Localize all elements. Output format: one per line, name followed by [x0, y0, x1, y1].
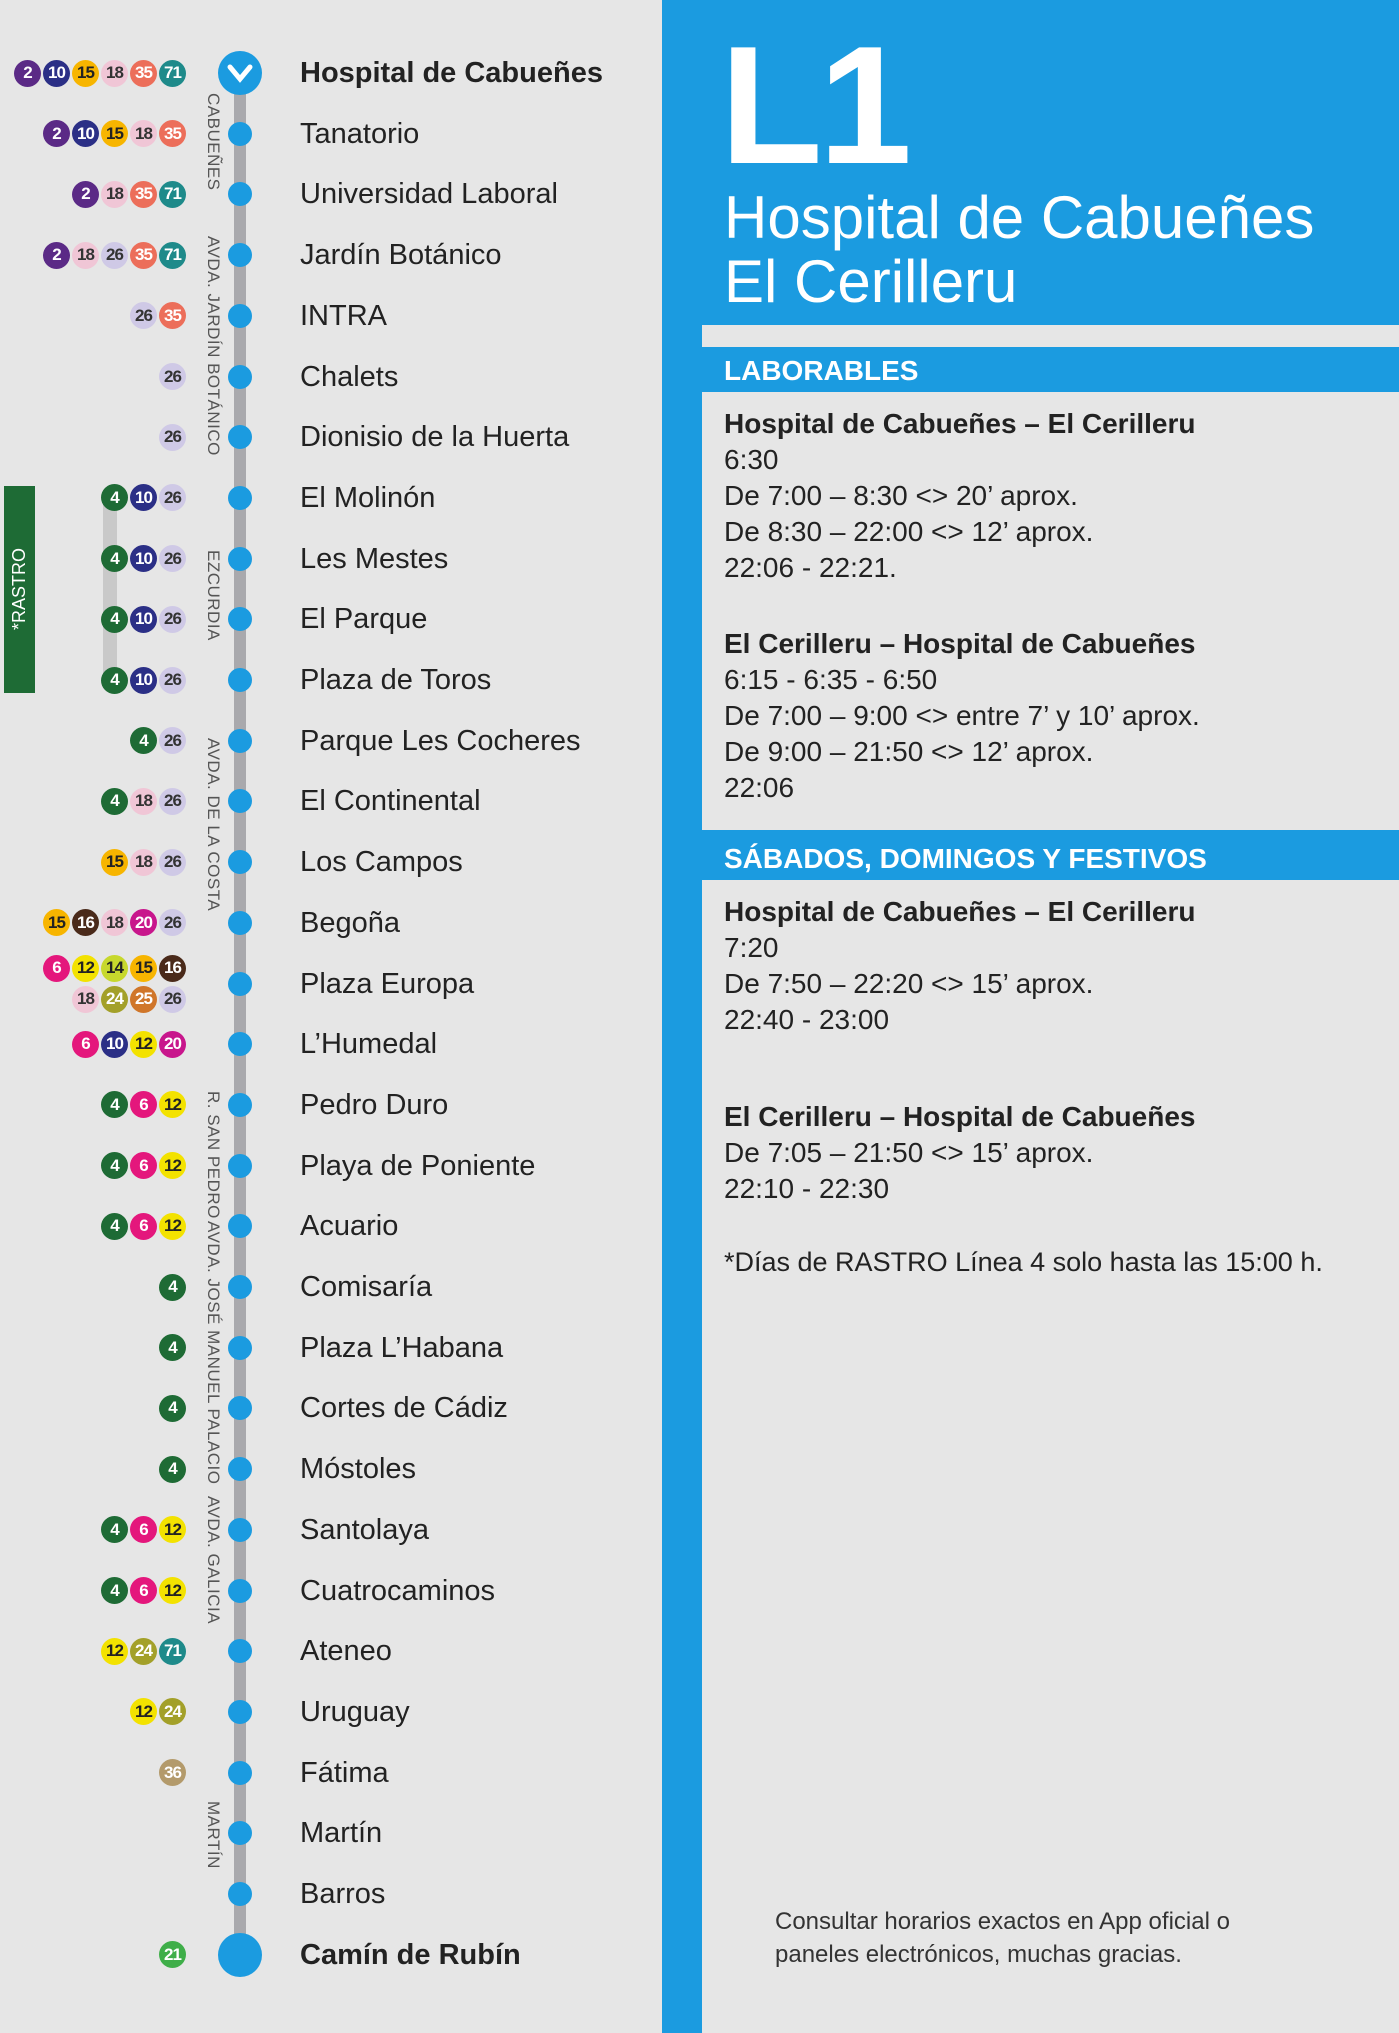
street-name: MARTÍN — [204, 1801, 223, 1869]
stop-name: El Continental — [300, 785, 481, 818]
line-badge: 4 — [101, 1152, 128, 1179]
stop-marker — [228, 547, 252, 571]
terminal-stop-marker — [218, 51, 262, 95]
line-badge: 18 — [130, 788, 157, 815]
schedule-line: De 9:00 – 21:50 <> 12’ aprox. — [724, 736, 1094, 767]
line-badge: 35 — [130, 242, 157, 269]
line-badge: 4 — [101, 1091, 128, 1118]
street-name: AVDA. GALICIA — [204, 1495, 223, 1625]
stop-marker — [228, 486, 252, 510]
line-badge: 2 — [43, 120, 70, 147]
connecting-lines — [0, 544, 186, 574]
line-badge: 18 — [130, 120, 157, 147]
connecting-lines — [0, 179, 186, 209]
stop-marker — [228, 850, 252, 874]
line-badge: 16 — [159, 955, 186, 982]
weekend-header: SÁBADOS, DOMINGOS Y FESTIVOS — [702, 835, 1399, 880]
line-badge: 14 — [101, 955, 128, 982]
line-badge: 4 — [101, 1516, 128, 1543]
line-badge: 35 — [159, 302, 186, 329]
schedule-line: De 7:05 – 21:50 <> 15’ aprox. — [724, 1137, 1094, 1168]
line-badge: 12 — [159, 1577, 186, 1604]
stop-marker — [228, 911, 252, 935]
schedule-line: De 7:00 – 8:30 <> 20’ aprox. — [724, 480, 1078, 511]
line-badge: 18 — [101, 181, 128, 208]
stop-name: Tanatorio — [300, 117, 420, 150]
line-badge: 10 — [72, 120, 99, 147]
terminal-stop-marker — [218, 1933, 262, 1977]
line-badge: 6 — [130, 1091, 157, 1118]
connecting-lines — [0, 1697, 186, 1727]
schedule-line: 6:15 - 6:35 - 6:50 — [724, 664, 938, 695]
line-badge: 12 — [130, 1031, 157, 1058]
street-name: R. SAN PEDRO — [204, 1091, 223, 1219]
stop-marker — [228, 1093, 252, 1117]
stop-name: Begoña — [300, 906, 400, 939]
street-name: AVDA. JARDÍN BOTÁNICO — [204, 235, 223, 456]
stop-marker — [228, 1154, 252, 1178]
stop-marker — [228, 243, 252, 267]
stop-name: L’Humedal — [300, 1028, 438, 1061]
street-label — [198, 1795, 228, 1875]
street-label — [198, 540, 228, 650]
line-badge: 4 — [101, 1213, 128, 1240]
line-badge: 26 — [130, 302, 157, 329]
connecting-lines — [0, 1393, 186, 1423]
connecting-lines — [0, 1333, 186, 1363]
schedule-line: De 7:00 – 9:00 <> entre 7’ y 10’ aprox. — [724, 700, 1200, 731]
stop-marker — [228, 972, 252, 996]
line-badge: 12 — [159, 1516, 186, 1543]
route-track — [234, 70, 246, 1955]
stop-marker — [228, 304, 252, 328]
line-badge: 18 — [72, 242, 99, 269]
line-badge: 12 — [159, 1213, 186, 1240]
stop-name: Plaza Europa — [300, 967, 475, 1000]
connecting-lines — [0, 1272, 186, 1302]
chevron-down-icon — [218, 51, 262, 95]
street-name: EZCURDIA — [204, 549, 223, 641]
line-title-destination: El Cerilleru — [724, 248, 1018, 315]
schedule-line: 7:20 — [724, 932, 779, 963]
stop-name: Plaza de Toros — [300, 664, 492, 696]
stop-name: El Parque — [300, 603, 428, 636]
connecting-lines — [0, 1151, 186, 1181]
stop-name: Martín — [300, 1817, 383, 1850]
line-badge: 6 — [130, 1152, 157, 1179]
connecting-lines — [0, 1940, 186, 1970]
line-badge: 12 — [130, 1698, 157, 1725]
line-badge: 26 — [159, 727, 186, 754]
schedule-route: El Cerilleru – Hospital de Cabueñes — [724, 628, 1196, 659]
stop-name: Comisaría — [300, 1271, 433, 1303]
line-badge: 4 — [101, 606, 128, 633]
line-badge: 18 — [101, 60, 128, 87]
connecting-lines — [0, 726, 186, 756]
route-diagram — [0, 0, 662, 2033]
line-badge: 4 — [101, 788, 128, 815]
connecting-lines — [0, 483, 186, 513]
line-badge: 4 — [159, 1334, 186, 1361]
stop-marker — [228, 1518, 252, 1542]
footer-note — [775, 1905, 1245, 1971]
weekend-panel — [702, 880, 1399, 2033]
stop-name: Jardín Botánico — [300, 239, 502, 272]
connecting-lines — [0, 119, 186, 149]
stop-marker — [228, 1882, 252, 1906]
connecting-lines — [0, 1515, 186, 1545]
line-badge: 71 — [159, 242, 186, 269]
stop-marker — [228, 607, 252, 631]
connecting-lines — [0, 665, 186, 695]
schedule-route: Hospital de Cabueñes – El Cerilleru — [724, 896, 1196, 927]
line-badge: 12 — [72, 955, 99, 982]
stop-name: Fátima — [300, 1756, 389, 1789]
line-badge: 71 — [159, 181, 186, 208]
line-badge: 36 — [159, 1759, 186, 1786]
line-badge: 4 — [159, 1274, 186, 1301]
stop-marker — [228, 1336, 252, 1360]
line-badge: 71 — [159, 1638, 186, 1665]
line-badge: 26 — [159, 484, 186, 511]
connecting-lines — [0, 1758, 186, 1788]
schedule-line: De 8:30 – 22:00 <> 12’ aprox. — [724, 516, 1094, 547]
line-badge: 18 — [130, 849, 157, 876]
line-badge: 2 — [43, 242, 70, 269]
line-badge: 26 — [159, 849, 186, 876]
connecting-lines — [0, 422, 186, 452]
line-badge: 12 — [101, 1638, 128, 1665]
stop-marker — [228, 1396, 252, 1420]
line-badge: 21 — [159, 1941, 186, 1968]
line-badge: 4 — [101, 545, 128, 572]
stop-name: El Molinón — [300, 481, 436, 514]
street-name: AVDA. JOSÉ MANUEL PALACIO — [204, 1220, 223, 1485]
connecting-lines — [0, 786, 186, 816]
stop-name: Les Mestes — [300, 542, 449, 575]
line-badge: 10 — [101, 1031, 128, 1058]
line-badge: 2 — [72, 181, 99, 208]
line-badge: 26 — [159, 909, 186, 936]
connecting-lines — [0, 1576, 186, 1606]
stop-name: Ateneo — [300, 1635, 392, 1668]
line-badge: 26 — [159, 424, 186, 451]
line-badge: 4 — [130, 727, 157, 754]
schedule-line: De 7:50 – 22:20 <> 15’ aprox. — [724, 968, 1094, 999]
line-badge: 10 — [130, 606, 157, 633]
schedule-line: 22:06 — [724, 772, 795, 803]
line-badge: 6 — [72, 1031, 99, 1058]
line-badge: 10 — [130, 545, 157, 572]
line-badge: 26 — [159, 788, 186, 815]
stop-marker — [228, 1032, 252, 1056]
stop-name: Dionisio de la Huerta — [300, 421, 570, 454]
line-badge: 15 — [101, 849, 128, 876]
stop-marker — [228, 1579, 252, 1603]
stop-marker — [228, 668, 252, 692]
line-badge: 16 — [72, 909, 99, 936]
connecting-lines — [0, 1454, 186, 1484]
line-badge: 10 — [130, 667, 157, 694]
street-label — [198, 236, 228, 455]
line-badge: 12 — [159, 1091, 186, 1118]
connecting-lines — [0, 604, 186, 634]
schedule-route: Hospital de Cabueñes – El Cerilleru — [724, 408, 1196, 439]
weekday-header: LABORABLES — [702, 347, 1399, 392]
line-badge: 35 — [130, 60, 157, 87]
line-badge: 35 — [159, 120, 186, 147]
street-label — [198, 1090, 228, 1220]
line-badge: 26 — [159, 545, 186, 572]
stop-name: Universidad Laboral — [300, 178, 558, 211]
stop-name: Uruguay — [300, 1695, 410, 1728]
rastro-connector — [103, 500, 117, 680]
line-badge: 18 — [101, 909, 128, 936]
stop-marker — [228, 1700, 252, 1724]
street-label — [198, 1220, 228, 1485]
line-badge: 15 — [72, 60, 99, 87]
stop-name: Móstoles — [300, 1453, 417, 1486]
stop-marker — [228, 122, 252, 146]
schedule-route: El Cerilleru – Hospital de Cabueñes — [724, 1101, 1196, 1132]
connecting-lines — [0, 908, 186, 938]
connecting-lines — [0, 1636, 186, 1666]
stop-name: Chalets — [300, 360, 399, 393]
line-badge: 25 — [130, 986, 157, 1013]
schedule-line: 22:40 - 23:00 — [724, 1004, 890, 1035]
connecting-lines — [0, 954, 186, 1014]
stop-name: Barros — [300, 1878, 386, 1910]
line-badge: 71 — [159, 60, 186, 87]
stop-marker — [228, 425, 252, 449]
stop-marker — [228, 1761, 252, 1785]
line-badge: 4 — [159, 1456, 186, 1483]
line-title-origin: Hospital de Cabueñes — [724, 184, 1315, 251]
line-badge: 2 — [14, 60, 41, 87]
line-badge: 24 — [159, 1698, 186, 1725]
connecting-lines — [0, 301, 186, 331]
line-badge: 20 — [159, 1031, 186, 1058]
rastro-label: *RASTRO — [4, 486, 35, 693]
schedule-line: 22:06 - 22:21. — [724, 552, 897, 583]
line-badge: 6 — [130, 1577, 157, 1604]
stop-marker — [228, 1639, 252, 1663]
schedule-panel — [662, 0, 1399, 2033]
stop-name: Cuatrocaminos — [300, 1574, 496, 1607]
stop-marker — [228, 365, 252, 389]
street-label — [198, 1495, 228, 1625]
connecting-lines — [0, 240, 186, 270]
line-badge: 26 — [101, 242, 128, 269]
stop-name: Los Campos — [300, 846, 463, 879]
schedule-line: 6:30 — [724, 444, 779, 475]
line-badge: 6 — [130, 1516, 157, 1543]
stop-marker — [228, 182, 252, 206]
schedule-line: 22:10 - 22:30 — [724, 1173, 890, 1204]
connecting-lines — [0, 1211, 186, 1241]
connecting-lines — [0, 1090, 186, 1120]
stop-name: Hospital de Cabueñes — [300, 57, 603, 89]
stop-marker — [228, 1457, 252, 1481]
stop-name: Camín de Rubín — [300, 1938, 521, 1971]
line-badge: 6 — [130, 1213, 157, 1240]
stop-marker — [228, 1275, 252, 1299]
street-label — [198, 735, 228, 915]
line-badge: 26 — [159, 986, 186, 1013]
line-badge: 6 — [43, 955, 70, 982]
rastro-note: *Días de RASTRO Línea 4 solo hasta las 15:00 h. — [724, 1247, 1323, 1277]
line-badge: 4 — [101, 1577, 128, 1604]
line-badge: 15 — [43, 909, 70, 936]
connecting-lines — [0, 362, 186, 392]
line-badge: 10 — [130, 484, 157, 511]
stop-name: INTRA — [300, 299, 387, 332]
line-badge: 4 — [101, 484, 128, 511]
stop-name: Plaza L’Habana — [300, 1331, 504, 1364]
stop-marker — [228, 729, 252, 753]
stop-name: Santolaya — [300, 1513, 429, 1546]
line-badge: 35 — [130, 181, 157, 208]
line-badge: 24 — [101, 986, 128, 1013]
line-badge: 20 — [130, 909, 157, 936]
stop-marker — [228, 789, 252, 813]
street-label — [198, 93, 228, 191]
stop-name: Cortes de Cádiz — [300, 1392, 508, 1425]
street-name: CABUEÑES — [204, 93, 223, 191]
street-name: AVDA. DE LA COSTA — [204, 738, 223, 912]
line-badge: 15 — [130, 955, 157, 982]
stop-name: Pedro Duro — [300, 1088, 449, 1121]
line-badge: 4 — [101, 667, 128, 694]
line-badge: 26 — [159, 606, 186, 633]
connecting-lines — [0, 847, 186, 877]
stop-name: Parque Les Cocheres — [300, 724, 581, 757]
footer-note-text: Consultar horarios exactos en App oficial o paneles electrónicos, muchas gracias. — [775, 1908, 1230, 1968]
connecting-lines — [0, 58, 186, 88]
line-badge: 15 — [101, 120, 128, 147]
stop-marker — [228, 1821, 252, 1845]
connecting-lines — [0, 1029, 186, 1059]
line-badge: 26 — [159, 363, 186, 390]
line-badge: 4 — [159, 1395, 186, 1422]
line-badge: 24 — [130, 1638, 157, 1665]
stop-name: Acuario — [300, 1210, 399, 1243]
line-badge: 10 — [43, 60, 70, 87]
line-badge: 12 — [159, 1152, 186, 1179]
stop-name: Playa de Poniente — [300, 1149, 536, 1182]
line-code: L1 — [720, 11, 909, 199]
stop-marker — [228, 1214, 252, 1238]
line-badge: 18 — [72, 986, 99, 1013]
line-badge: 26 — [159, 667, 186, 694]
